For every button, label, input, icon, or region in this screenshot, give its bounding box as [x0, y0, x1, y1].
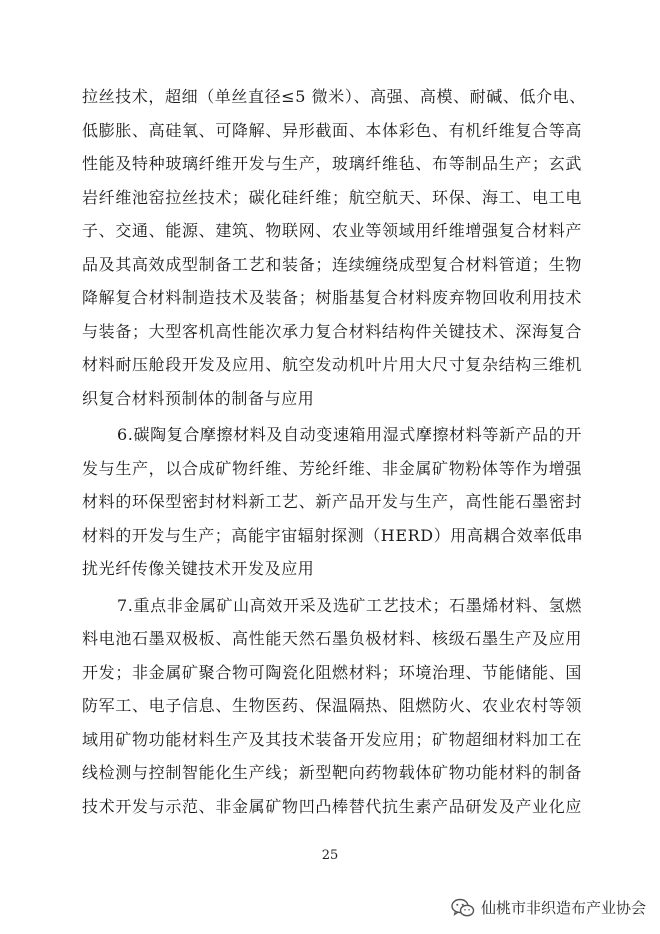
text-line: 材料的开发与生产；高能宇宙辐射探测（HERD）用高耦合效率低串	[82, 525, 584, 545]
text-line: 技术开发与示范、非金属矿物凹凸棒替代抗生素产品研发及产业化应	[82, 796, 582, 816]
text-line: 防军工、电子信息、生物医药、保温隔热、阻燃防火、农业农村等领	[82, 696, 582, 715]
text-line: 线检测与控制智能化生产线；新型靶向药物载体矿物功能材料的制备	[82, 763, 582, 782]
source-watermark	[451, 897, 646, 918]
text-line: 域用矿物功能材料生产及其技术装备开发应用；矿物超细材料加工在	[82, 729, 582, 749]
paragraph-7	[82, 589, 582, 824]
watermark-text: 仙桃市非织造布产业协会	[480, 899, 646, 917]
wechat-icon	[451, 898, 475, 918]
text-line: 性能及特种玻璃纤维开发与生产，玻璃纤维毡、布等制品生产；玄武	[82, 154, 582, 173]
paragraph-1	[82, 80, 586, 415]
text-line: 6.碳陶复合摩擦材料及自动变速箱用湿式摩擦材料等新产品的开	[117, 425, 582, 444]
text-line: 料电池石墨双极板、高性能天然石墨负极材料、核级石墨生产及应用	[82, 629, 582, 648]
text-line: 扰光纤传像关键技术开发及应用	[82, 559, 315, 578]
text-line: 低膨胀、高硅氧、可降解、异形截面、本体彩色、有机纤维复合等高	[82, 120, 582, 140]
text-line: 子、交通、能源、建筑、物联网、农业等领域用纤维增强复合材料产	[82, 221, 582, 240]
text-line: 降解复合材料制造技术及装备；树脂基复合材料废弃物回收利用技术	[82, 288, 582, 307]
text-line: 材料的环保型密封材料新工艺、新产品开发与生产，高性能石墨密封	[82, 492, 582, 511]
page-number: 25	[321, 848, 339, 863]
text-line: 拉丝技术，超细（单丝直径≤5 微米）、高强、高模、耐碱、低介电、	[82, 87, 586, 106]
paragraph-6	[82, 418, 582, 586]
text-line: 岩纤维池窑拉丝技术；碳化硅纤维；航空航天、环保、海工、电工电	[82, 187, 582, 207]
text-line: 7.重点非金属矿山高效开采及选矿工艺技术；石墨烯材料、氢燃	[117, 595, 582, 615]
text-line: 开发；非金属矿聚合物可陶瓷化阻燃材料；环境治理、节能储能、国	[82, 662, 582, 682]
text-line: 材料耐压舱段开发及应用、航空发动机叶片用大尺寸复杂结构三维机	[82, 355, 582, 374]
text-line: 织复合材料预制体的制备与应用	[82, 388, 315, 408]
document-body	[82, 80, 586, 823]
text-line: 发与生产，以合成矿物纤维、芳纶纤维、非金属矿物粉体等作为增强	[82, 458, 582, 478]
text-line: 品及其高效成型制备工艺和装备；连续缠绕成型复合材料管道；生物	[82, 254, 582, 274]
text-line: 与装备；大型客机高性能次承力复合材料结构件关键技术、深海复合	[82, 321, 582, 341]
